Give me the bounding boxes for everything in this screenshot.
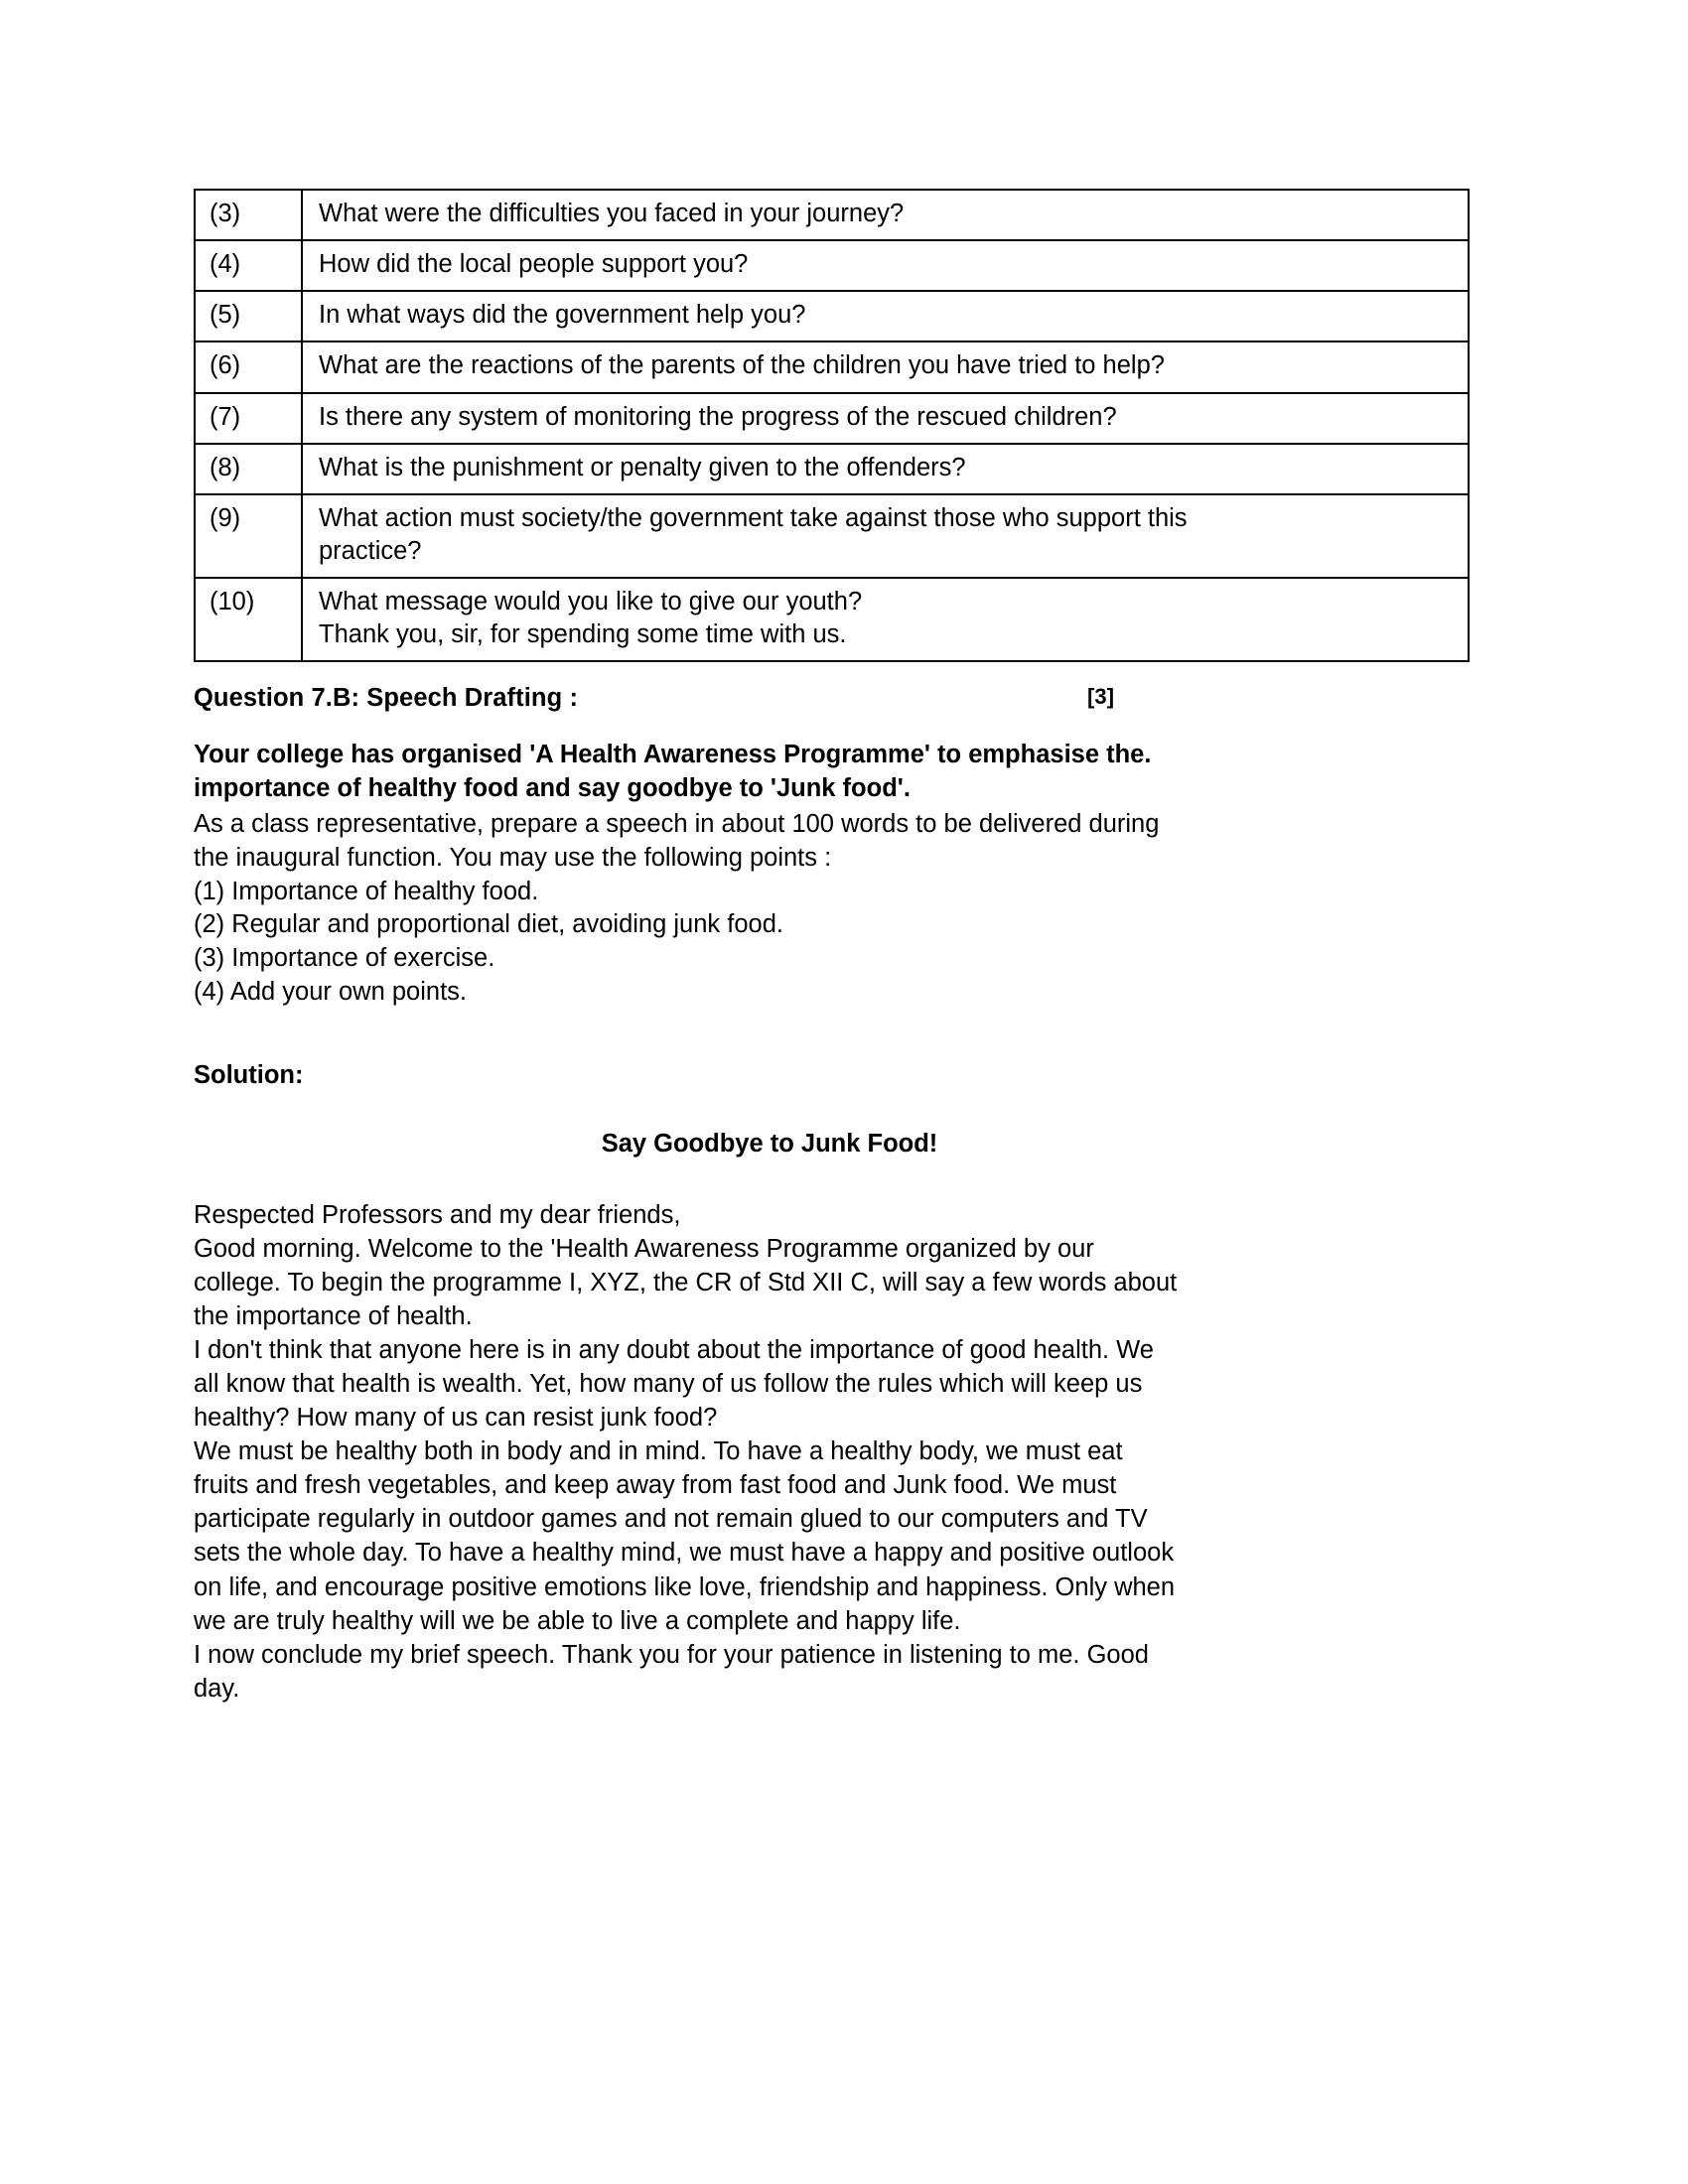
table-row (195, 291, 1469, 341)
speech-line: day. (194, 1674, 240, 1703)
speech-paragraph (194, 1333, 1425, 1434)
instruction-line: the inaugural function. You may use the following points : (194, 843, 832, 872)
row-number: (10) (195, 578, 302, 661)
row-text (302, 494, 1469, 578)
speech-body (194, 1198, 1425, 1705)
prompt-bold-line: Your college has organised 'A Health Awareness Programme' to emphasise the. (194, 741, 1152, 769)
cell-line: How did the local people support you? (319, 250, 749, 279)
row-number: (5) (195, 291, 302, 341)
prompt-point: (4) Add your own points. (194, 978, 467, 1007)
cell-line: In what ways did the government help you? (319, 301, 806, 330)
question-heading-title: Question 7.B: Speech Drafting : (194, 684, 579, 713)
row-text (302, 240, 1469, 291)
table-row (195, 393, 1469, 444)
prompt-point: (3) Importance of exercise. (194, 944, 495, 973)
prompt-point: (1) Importance of healthy food. (194, 877, 539, 905)
table-row (195, 578, 1469, 661)
question-heading (194, 684, 1549, 713)
solution-label: Solution: (194, 1061, 304, 1090)
speech-line: Good morning. Welcome to the 'Health Awareness Programme organized by our (194, 1235, 1094, 1264)
speech-paragraph (194, 1198, 1425, 1232)
speech-line: Respected Professors and my dear friends, (194, 1201, 681, 1230)
cell-line: Thank you, sir, for spending some time with us. (319, 620, 847, 649)
prompt-point: (2) Regular and proportional diet, avoiding junk food. (194, 910, 783, 939)
row-number: (7) (195, 393, 302, 444)
prompt-points-list (194, 876, 1549, 1011)
speech-line: we are truly healthy will we be able to live a complete and happy life. (194, 1606, 961, 1635)
row-number: (9) (195, 494, 302, 578)
prompt-bold-line: importance of healthy food and say goodbye to 'Junk food'. (194, 774, 911, 803)
row-text (302, 291, 1469, 341)
marks-badge: [3] (1087, 684, 1115, 710)
cell-line: Is there any system of monitoring the progress of the rescued children? (319, 402, 1117, 431)
row-number: (4) (195, 240, 302, 291)
speech-line: on life, and encourage positive emotions like love, friendship and happiness. Only when (194, 1572, 1176, 1601)
speech-line: healthy? How many of us can resist junk food? (194, 1404, 718, 1433)
row-text (302, 190, 1469, 240)
cell-line: What message would you like to give our youth? (319, 588, 863, 616)
speech-line: participate regularly in outdoor games and not remain glued to our computers and TV (194, 1505, 1148, 1534)
table-row (195, 341, 1469, 392)
interview-questions-table (194, 189, 1470, 662)
speech-line: all know that health is wealth. Yet, how many of us follow the rules which will keep us (194, 1370, 1143, 1399)
row-text (302, 578, 1469, 661)
row-number: (8) (195, 444, 302, 494)
row-text (302, 341, 1469, 392)
speech-paragraph (194, 1434, 1425, 1637)
speech-line: fruits and fresh vegetables, and keep away from fast food and Junk food. We must (194, 1471, 1117, 1500)
cell-line: practice? (319, 536, 422, 565)
instruction-line: As a class representative, prepare a speech in about 100 words to be delivered during (194, 809, 1160, 838)
row-number: (6) (195, 341, 302, 392)
cell-line: What is the punishment or penalty given to the offenders? (319, 453, 966, 481)
table-row (195, 190, 1469, 240)
speech-line: I now conclude my brief speech. Thank you for your patience in listening to me. Good (194, 1640, 1149, 1669)
row-number: (3) (195, 190, 302, 240)
table-row (195, 444, 1469, 494)
speech-line: sets the whole day. To have a healthy mind, we must have a happy and positive outlook (194, 1539, 1175, 1568)
table-body (195, 190, 1469, 661)
prompt-bold-text (194, 739, 1375, 805)
speech-paragraph (194, 1232, 1425, 1333)
cell-line: What are the reactions of the parents of the children you have tried to help? (319, 351, 1165, 380)
row-text (302, 393, 1469, 444)
speech-paragraph (194, 1638, 1425, 1706)
speech-line: the importance of health. (194, 1302, 473, 1331)
table-row (195, 240, 1469, 291)
table-row (195, 494, 1469, 578)
cell-line: What were the difficulties you faced in your journey? (319, 200, 905, 227)
cell-line: What action must society/the government take against those who support this (319, 503, 1188, 532)
speech-line: college. To begin the programme I, XYZ, the CR of Std XII C, will say a few words about (194, 1269, 1178, 1297)
speech-line: I don't think that anyone here is in any doubt about the importance of good health. We (194, 1336, 1154, 1365)
speech-title: Say Goodbye to Junk Food! (601, 1130, 938, 1159)
prompt-instruction (194, 808, 1415, 876)
speech-line: We must be healthy both in body and in mind. To have a healthy body, we must eat (194, 1437, 1123, 1466)
row-text (302, 444, 1469, 494)
